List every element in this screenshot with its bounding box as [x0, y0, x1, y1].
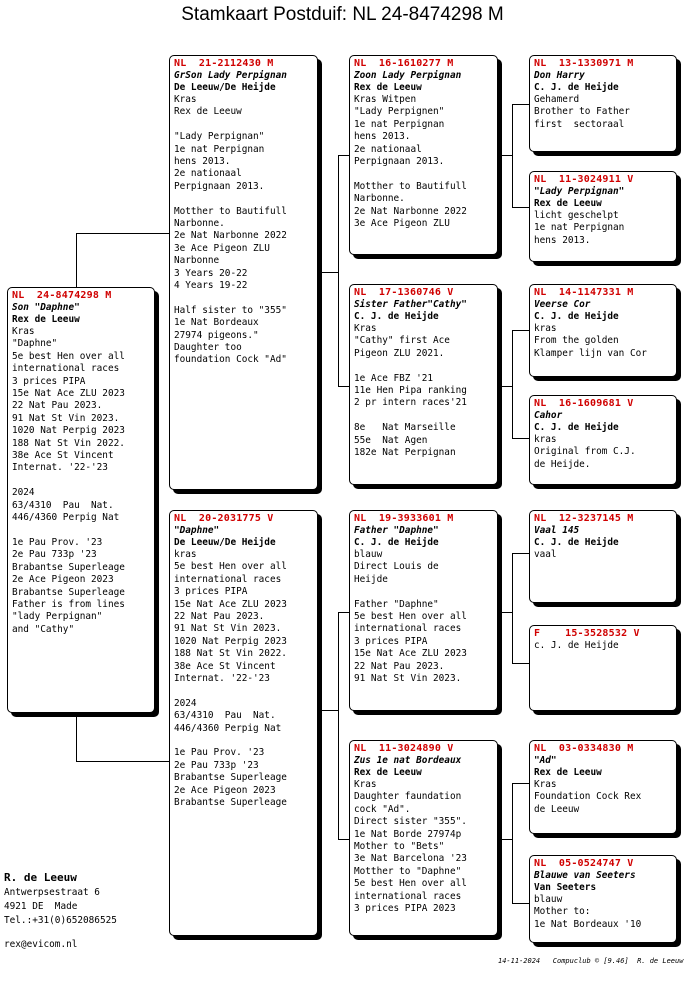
pigeon-note-line: 2e Pau 733p '23: [12, 549, 97, 561]
pigeon-name: Son "Daphne": [12, 302, 80, 313]
connector-line: [338, 386, 349, 387]
pigeon-card-ff-mother[interactable]: [529, 171, 677, 262]
ring-number: NL 21-2112430 M: [174, 58, 274, 69]
breeder-email: rex@evicom.nl: [4, 939, 78, 950]
pigeon-note-line: blauw: [534, 894, 563, 905]
connector-line: [512, 783, 513, 903]
pigeon-note-line: Motther to Bautifull: [354, 180, 467, 192]
ring-number: NL 24-8474298 M: [12, 290, 112, 301]
ring-number: NL 16-1610277 M: [354, 58, 454, 69]
pigeon-note-line: 5e best Hen over all: [174, 561, 287, 573]
pigeon-note-line: 38e Ace St Vincent: [12, 450, 114, 462]
connector-line: [338, 839, 349, 840]
pigeon-note-line: 1e nat Perpignan: [534, 222, 625, 234]
pigeon-note-line: foundation Cock "Ad": [174, 354, 287, 366]
pigeon-note-line: "Daphne": [12, 338, 58, 350]
pigeon-note-line: Perpignaan 2013.: [174, 180, 265, 192]
pigeon-note-line: hens 2013.: [534, 234, 591, 246]
pigeon-note-line: 8e Nat Marseille: [354, 422, 456, 434]
pigeon-note-line: 1e nat Perpignan: [354, 118, 445, 130]
connector-line: [76, 233, 77, 287]
pigeon-note-line: Motther to "Daphne": [354, 865, 462, 877]
pigeon-note-line: 3 prices PIPA 2023: [354, 903, 456, 915]
pigeon-note-line: Motther to Bautifull: [174, 205, 287, 217]
ring-number: NL 03-0334830 M: [534, 743, 634, 754]
pigeon-note-line: [354, 360, 493, 372]
pigeon-note-line: [174, 735, 313, 747]
pigeon-note-line: Father is from lines: [12, 598, 125, 610]
pigeon-card-father[interactable]: [169, 55, 318, 490]
pigeon-card-father-mother[interactable]: [349, 284, 498, 485]
pigeon-note-line: first sectoraal: [534, 118, 625, 130]
pigeon-card-fm-father[interactable]: [529, 284, 677, 377]
pigeon-note-line: 11e Hen Pipa ranking: [354, 385, 467, 397]
pigeon-owner: C. J. de Heijde: [534, 422, 619, 433]
connector-line: [498, 612, 512, 613]
breeder-info: [4, 870, 117, 952]
connector-line: [512, 104, 513, 207]
pigeon-note-line: 1e nat Perpignan: [174, 143, 265, 155]
pigeon-note-line: Narbonne.: [174, 218, 225, 230]
pigeon-note-line: 1e Pau Prov. '23: [12, 536, 103, 548]
pigeon-note-line: 3 prices PIPA: [354, 635, 428, 647]
pigeon-note-line: 3e Ace Pigeon ZLU: [174, 242, 270, 254]
pigeon-note-line: Mother to "Bets": [354, 841, 445, 853]
pigeon-card-mf-father[interactable]: [529, 510, 677, 603]
pigeon-note-line: 2e Ace Pigeon 2023: [174, 784, 276, 796]
connector-line: [338, 155, 339, 387]
pigeon-note-line: 2024: [12, 487, 35, 499]
pigeon-note-line: 446/4360 Perpig Nat: [174, 722, 282, 734]
connector-line: [498, 839, 512, 840]
pigeon-note-line: Internat. '22-'23: [12, 462, 108, 474]
pigeon-note-line: "Lady Perpignan": [174, 131, 265, 143]
breeder-phone: Tel.:+31(0)652086525: [4, 915, 117, 926]
ring-number: NL 11-3024911 V: [534, 174, 634, 185]
connector-line: [512, 330, 513, 438]
pigeon-card-ff-father[interactable]: [529, 55, 677, 152]
pigeon-owner: C. J. de Heijde: [354, 311, 439, 322]
pigeon-note-line: kras: [534, 434, 557, 445]
pigeon-owner: Rex de Leeuw: [354, 767, 422, 778]
pigeon-note-line: 3 Years 20-22: [174, 267, 248, 279]
connector-line: [512, 553, 513, 663]
ring-number: NL 16-1609681 V: [534, 398, 634, 409]
connector-line: [498, 386, 512, 387]
pigeon-name: Vaal 145: [534, 525, 580, 536]
connector-line: [338, 612, 339, 840]
pigeon-note-line: 38e Ace St Vincent: [174, 660, 276, 672]
pigeon-note-line: 3 prices PIPA: [174, 586, 248, 598]
pigeon-note-line: Perpignaan 2013.: [354, 156, 445, 168]
ring-number: F 15-3528532 V: [534, 628, 640, 639]
connector-line: [76, 233, 169, 234]
pigeon-note-line: 1e Nat Bordeaux '10: [534, 918, 642, 930]
pigeon-note-line: 1e Ace FBZ '21: [354, 372, 434, 384]
pigeon-card-mother[interactable]: [169, 510, 318, 936]
pigeon-note-line: 22 Nat Pau 2023.: [174, 611, 265, 623]
pigeon-note-line: 182e Nat Perpignan: [354, 447, 456, 459]
pigeon-note-line: Brother to Father: [534, 106, 630, 118]
pigeon-note-line: 91 Nat St Vin 2023.: [174, 623, 282, 635]
pigeon-note-line: Half sister to "355": [174, 304, 287, 316]
pigeon-note-line: Father "Daphne": [354, 598, 439, 610]
pigeon-note-line: 2e Nat Narbonne 2022: [354, 205, 467, 217]
pigeon-note-line: hens 2013.: [354, 131, 411, 143]
pigeon-note-line: 3 prices PIPA: [12, 375, 86, 387]
pigeon-note-line: 22 Nat Pau 2023.: [354, 660, 445, 672]
pigeon-note-line: [354, 168, 493, 180]
pigeon-card-fm-mother[interactable]: [529, 395, 677, 485]
pigeon-note-line: international races: [354, 623, 462, 635]
pigeon-note-line: international races: [174, 573, 282, 585]
ring-number: NL 05-0524747 V: [534, 858, 634, 869]
pigeon-note-line: Heijde: [354, 573, 388, 585]
connector-line: [318, 272, 338, 273]
pigeon-note-line: [174, 685, 313, 697]
pigeon-note-line: 446/4360 Perpig Nat: [12, 512, 120, 524]
pigeon-note-line: de Heijde.: [534, 458, 591, 470]
pigeon-note-line: Brabantse Superleage: [12, 586, 125, 598]
pigeon-note-line: From the golden: [534, 335, 619, 347]
pigeon-note-line: 2e nationaal: [174, 168, 242, 180]
pigeon-note-line: Kras: [354, 779, 377, 790]
pigeon-note-line: 2e Pau 733p '23: [174, 759, 259, 771]
pigeon-owner: C. J. de Heijde: [534, 537, 619, 548]
connector-line: [512, 207, 529, 208]
pigeon-note-line: Internat. '22-'23: [174, 673, 270, 685]
ring-number: NL 20-2031775 V: [174, 513, 274, 524]
pigeon-name: Sister Father"Cathy": [354, 299, 467, 310]
pigeon-note-line: Pigeon ZLU 2021.: [354, 347, 445, 359]
pigeon-note-line: Kras: [354, 323, 377, 334]
pigeon-note-line: Direct Louis de: [354, 561, 439, 573]
pigeon-note-line: Rex de Leeuw: [174, 106, 242, 118]
pigeon-note-line: Kras Witpen: [354, 94, 417, 105]
connector-line: [512, 553, 529, 554]
pigeon-owner: De Leeuw/De Heijde: [174, 537, 276, 548]
pigeon-note-line: 3e Ace Pigeon ZLU: [354, 218, 450, 230]
pigeon-note-line: Klamper lijn van Cor: [534, 347, 647, 359]
breeder-city: 4921 DE Made: [4, 901, 78, 912]
connector-line: [498, 155, 512, 156]
pigeon-note-line: 5e best Hen over all: [354, 611, 467, 623]
pigeon-note-line: 188 Nat St Vin 2022.: [12, 437, 125, 449]
pigeon-note-line: 27974 pigeons.": [174, 329, 259, 341]
pigeon-note-line: "Cathy" first Ace: [354, 335, 450, 347]
pigeon-card-mf-mother[interactable]: [529, 625, 677, 711]
pigeon-card-mother-father[interactable]: [349, 510, 498, 711]
pigeon-note-line: 1020 Nat Perpig 2023: [174, 635, 287, 647]
ring-number: NL 12-3237145 M: [534, 513, 634, 524]
pigeon-note-line: Direct sister "355".: [354, 816, 467, 828]
pigeon-note-line: 91 Nat St Vin 2023.: [12, 412, 120, 424]
pigeon-note-line: c. J. de Heijde: [534, 640, 619, 651]
page-title: Stamkaart Postduif: NL 24-8474298 M: [181, 4, 504, 25]
pigeon-owner: C. J. de Heijde: [534, 82, 619, 93]
pigeon-note-line: 55e Nat Agen: [354, 434, 428, 446]
connector-line: [76, 713, 77, 761]
pigeon-note-line: Mother to:: [534, 906, 591, 918]
pigeon-note-line: 2 pr intern races'21: [354, 397, 467, 409]
pigeon-note-line: 3e Nat Barcelona '23: [354, 853, 467, 865]
pigeon-note-line: 5e best Hen over all: [354, 878, 467, 890]
pigeon-note-line: Kras: [534, 779, 557, 790]
pigeon-owner: Rex de Leeuw: [534, 198, 602, 209]
pigeon-note-line: and "Cathy": [12, 623, 75, 635]
connector-line: [512, 903, 529, 904]
pigeon-note-line: "Lady Perpignen": [354, 106, 445, 118]
pigeon-note-line: 5e best Hen over all: [12, 350, 125, 362]
pigeon-note-line: [174, 119, 313, 131]
pigeon-note-line: [12, 524, 150, 536]
pigeon-note-line: hens 2013.: [174, 156, 231, 168]
pigeon-note-line: 15e Nat Ace ZLU 2023: [354, 648, 467, 660]
pigeon-name: "Lady Perpignan": [534, 186, 625, 197]
pigeon-note-line: [12, 475, 150, 487]
pigeon-owner: Van Seeters: [534, 882, 597, 893]
pigeon-owner: De Leeuw/De Heijde: [174, 82, 276, 93]
connector-line: [512, 104, 529, 105]
pigeon-name: Blauwe van Seeters: [534, 870, 636, 881]
pigeon-name: Don Harry: [534, 70, 585, 81]
pigeon-note-line: Foundation Cock Rex: [534, 791, 642, 803]
pigeon-note-line: licht geschelpt: [534, 210, 619, 221]
pigeon-note-line: vaal: [534, 549, 557, 560]
connector-line: [338, 612, 349, 613]
pigeon-name: Zoon Lady Perpignan: [354, 70, 462, 81]
pigeon-note-line: 63/4310 Pau Nat.: [12, 499, 114, 511]
pigeon-note-line: kras: [174, 549, 197, 560]
pigeon-note-line: 15e Nat Ace ZLU 2023: [174, 598, 287, 610]
pigeon-name: Father "Daphne": [354, 525, 439, 536]
pigeon-owner: Rex de Leeuw: [354, 82, 422, 93]
pigeon-note-line: de Leeuw: [534, 803, 580, 815]
pigeon-note-line: 2024: [174, 697, 197, 709]
pigeon-note-line: Narbonne: [174, 255, 220, 267]
pigeon-note-line: 1e Pau Prov. '23: [174, 747, 265, 759]
breeder-address: Antwerpsestraat 6: [4, 887, 100, 898]
footer-credit: 14-11-2024 Compuclub © [9.46] R. de Leeuw: [498, 957, 684, 965]
pigeon-card-mm-mother[interactable]: [529, 855, 677, 943]
ring-number: NL 14-1147331 M: [534, 287, 634, 298]
connector-line: [512, 663, 529, 664]
pigeon-name: "Daphne": [174, 525, 220, 536]
pigeon-note-line: Brabantse Superleage: [174, 772, 287, 784]
pigeon-note-line: "lady Perpignan": [12, 611, 103, 623]
pigeon-card-mother-mother[interactable]: [349, 740, 498, 936]
pigeon-note-line: Narbonne.: [354, 193, 405, 205]
pigeon-name: Zus 1e nat Bordeaux: [354, 755, 462, 766]
pigeon-note-line: 91 Nat St Vin 2023.: [354, 673, 462, 685]
pigeon-note-line: 1e Nat Bordeaux: [174, 317, 259, 329]
pigeon-card-mm-father[interactable]: [529, 740, 677, 834]
pigeon-note-line: Gehamerd: [534, 94, 580, 105]
pigeon-note-line: [354, 586, 493, 598]
pigeon-note-line: Daughter faundation: [354, 791, 462, 803]
pigeon-note-line: international races: [354, 890, 462, 902]
pigeon-note-line: kras: [534, 323, 557, 334]
pigeon-note-line: 22 Nat Pau 2023.: [12, 400, 103, 412]
pigeon-card-father-father[interactable]: [349, 55, 498, 255]
pigeon-note-line: blauw: [354, 549, 383, 560]
pigeon-name: "Ad": [534, 755, 557, 766]
pigeon-owner: C. J. de Heijde: [534, 311, 619, 322]
pigeon-note-line: Kras: [12, 326, 35, 337]
pigeon-note-line: cock "Ad".: [354, 803, 411, 815]
pigeon-note-line: [354, 410, 493, 422]
breeder-name: R. de Leeuw: [4, 871, 77, 884]
pigeon-owner: Rex de Leeuw: [534, 767, 602, 778]
pigeon-note-line: [174, 193, 313, 205]
pigeon-owner: C. J. de Heijde: [354, 537, 439, 548]
pigeon-note-line: 2e Nat Narbonne 2022: [174, 230, 287, 242]
ring-number: NL 11-3024890 V: [354, 743, 454, 754]
connector-line: [76, 761, 169, 762]
ring-number: NL 13-1330971 M: [534, 58, 634, 69]
pigeon-note-line: 4 Years 19-22: [174, 280, 248, 292]
ring-number: NL 17-1360746 V: [354, 287, 454, 298]
pigeon-note-line: Brabantse Superleage: [12, 561, 125, 573]
pigeon-name: Veerse Cor: [534, 299, 591, 310]
pigeon-owner: Rex de Leeuw: [12, 314, 80, 325]
pigeon-note-line: 2e nationaal: [354, 143, 422, 155]
pigeon-note-line: 1020 Nat Perpig 2023: [12, 425, 125, 437]
connector-line: [318, 710, 338, 711]
pigeon-note-line: Kras: [174, 94, 197, 105]
pigeon-note-line: [174, 292, 313, 304]
connector-line: [338, 155, 349, 156]
pigeon-note-line: Original from C.J.: [534, 446, 636, 458]
pigeon-note-line: 63/4310 Pau Nat.: [174, 710, 276, 722]
connector-line: [512, 330, 529, 331]
pigeon-note-line: 2e Ace Pigeon 2023: [12, 574, 114, 586]
pigeon-note-line: Brabantse Superleage: [174, 797, 287, 809]
connector-line: [512, 438, 529, 439]
pigeon-name: GrSon Lady Perpignan: [174, 70, 287, 81]
pigeon-note-line: 15e Nat Ace ZLU 2023: [12, 388, 125, 400]
connector-line: [512, 783, 529, 784]
pigeon-card-subject[interactable]: [7, 287, 155, 713]
pigeon-note-line: 1e Nat Borde 27974p: [354, 828, 462, 840]
pigeon-note-line: international races: [12, 363, 120, 375]
pigeon-name: Cahor: [534, 410, 563, 421]
ring-number: NL 19-3933601 M: [354, 513, 454, 524]
pigeon-note-line: 188 Nat St Vin 2022.: [174, 648, 287, 660]
pigeon-note-line: Daughter too: [174, 342, 242, 354]
